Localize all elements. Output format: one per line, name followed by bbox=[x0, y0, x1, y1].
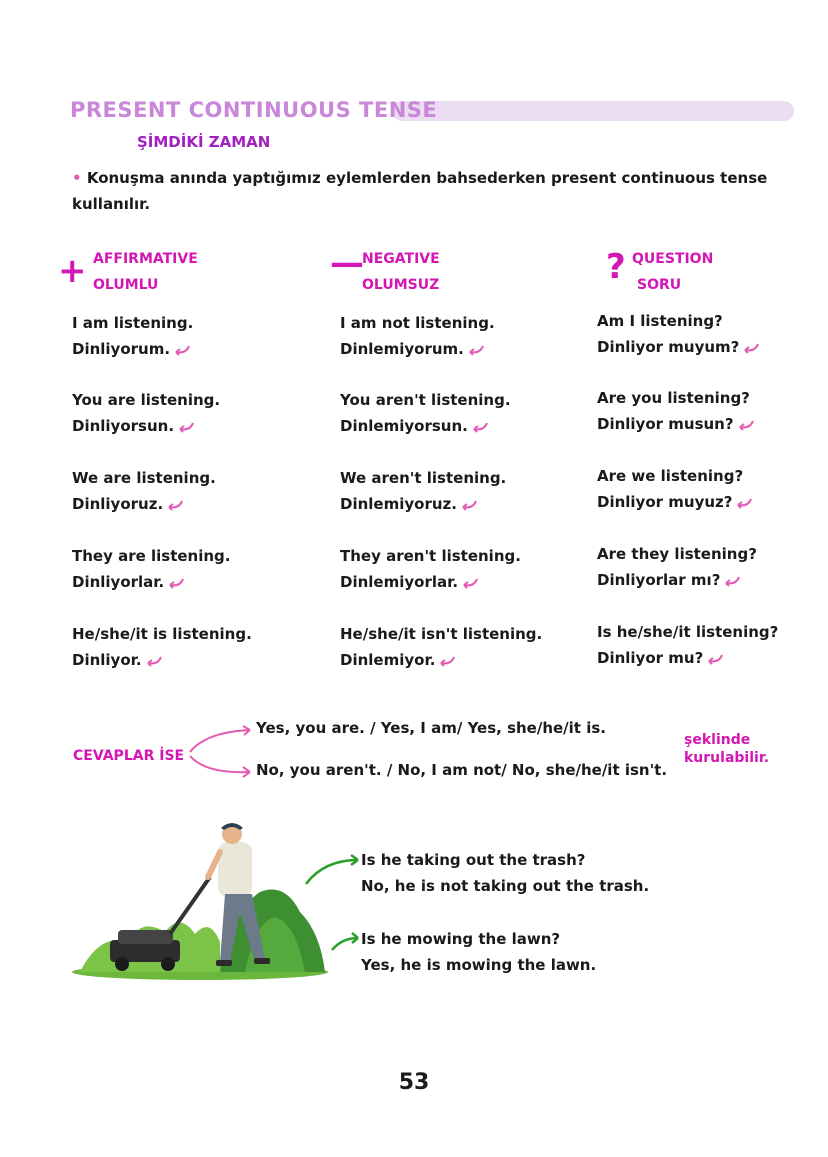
example-tr: Dinliyor muyuz? bbox=[597, 493, 733, 511]
page-subtitle: ŞİMDİKİ ZAMAN bbox=[137, 133, 271, 151]
example-item bbox=[340, 543, 521, 595]
example-en: They aren't listening. bbox=[340, 547, 521, 565]
picture-qa-item bbox=[361, 847, 649, 899]
example-tr: Dinlemiyor. bbox=[340, 651, 436, 669]
pink-curved-arrow-icon bbox=[165, 498, 185, 512]
example-item bbox=[597, 308, 761, 360]
heading-en: AFFIRMATIVE bbox=[93, 251, 198, 267]
example-item bbox=[72, 621, 252, 673]
question-mark-icon: ? bbox=[606, 247, 626, 287]
pink-curved-arrow-icon bbox=[172, 343, 192, 357]
intro-paragraph bbox=[72, 165, 772, 217]
example-item bbox=[72, 310, 193, 362]
example-item bbox=[597, 541, 757, 593]
page-title: PRESENT CONTINUOUS TENSE bbox=[70, 98, 438, 122]
example-en: We aren't listening. bbox=[340, 469, 507, 487]
example-tr: Dinliyorum. bbox=[72, 340, 171, 358]
example-tr: Dinlemiyorsun. bbox=[340, 417, 468, 435]
answers-branch-arrows-icon bbox=[186, 722, 256, 782]
pink-curved-arrow-icon bbox=[166, 576, 186, 590]
example-en: He/she/it isn't listening. bbox=[340, 625, 543, 643]
example-item bbox=[340, 387, 511, 439]
answers-suffix bbox=[684, 731, 769, 767]
example-tr: Dinliyor musun? bbox=[597, 415, 734, 433]
example-en: Are we listening? bbox=[597, 467, 744, 485]
green-arrow-icon bbox=[304, 852, 364, 888]
answers-yes: Yes, you are. / Yes, I am/ Yes, she/he/it is. bbox=[256, 719, 606, 737]
example-item bbox=[340, 621, 542, 673]
title-highlight-bar bbox=[392, 101, 794, 121]
bullet-icon: • bbox=[72, 169, 82, 187]
example-en: He/she/it is listening. bbox=[72, 625, 252, 643]
example-item bbox=[72, 465, 216, 517]
example-en: Am I listening? bbox=[597, 312, 723, 330]
example-tr: Dinliyoruz. bbox=[72, 495, 164, 513]
pink-curved-arrow-icon bbox=[460, 576, 480, 590]
picture-answer: Yes, he is mowing the lawn. bbox=[361, 956, 597, 974]
answers-label: CEVAPLAR İSE bbox=[73, 748, 185, 764]
pink-curved-arrow-icon bbox=[741, 341, 761, 355]
pink-curved-arrow-icon bbox=[705, 652, 725, 666]
negative-heading bbox=[362, 246, 440, 298]
example-item bbox=[340, 310, 495, 362]
pink-curved-arrow-icon bbox=[470, 420, 490, 434]
picture-question: Is he taking out the trash? bbox=[361, 851, 586, 869]
example-item bbox=[597, 619, 778, 671]
heading-en: QUESTION bbox=[632, 251, 714, 267]
pink-curved-arrow-icon bbox=[176, 420, 196, 434]
question-heading bbox=[632, 246, 713, 298]
pink-curved-arrow-icon bbox=[144, 654, 164, 668]
picture-question: Is he mowing the lawn? bbox=[361, 930, 561, 948]
example-tr: Dinlemiyorlar. bbox=[340, 573, 459, 591]
example-en: Are you listening? bbox=[597, 389, 750, 407]
heading-tr: OLUMSUZ bbox=[362, 277, 440, 293]
example-en: I am listening. bbox=[72, 314, 194, 332]
suffix-line-2: kurulabilir. bbox=[684, 750, 770, 766]
example-item bbox=[597, 385, 756, 437]
intro-text: Konuşma anında yaptığımız eylemlerden bahsederken present continuous tense kullanılır. bbox=[72, 169, 768, 213]
example-en: Is he/she/it listening? bbox=[597, 623, 779, 641]
example-tr: Dinliyor mu? bbox=[597, 649, 704, 667]
green-arrow-icon bbox=[330, 930, 364, 954]
heading-tr: OLUMLU bbox=[93, 277, 159, 293]
example-tr: Dinliyor. bbox=[72, 651, 142, 669]
example-tr: Dinlemiyoruz. bbox=[340, 495, 457, 513]
example-item bbox=[72, 387, 220, 439]
example-en: They are listening. bbox=[72, 547, 231, 565]
example-en: You are listening. bbox=[72, 391, 221, 409]
example-item bbox=[340, 465, 506, 517]
affirmative-heading bbox=[93, 246, 198, 298]
pink-curved-arrow-icon bbox=[437, 654, 457, 668]
example-tr: Dinlemiyorum. bbox=[340, 340, 464, 358]
example-en: We are listening. bbox=[72, 469, 216, 487]
suffix-line-1: şeklinde bbox=[684, 732, 751, 748]
plus-icon: + bbox=[58, 251, 87, 291]
pink-curved-arrow-icon bbox=[736, 418, 756, 432]
picture-answer: No, he is not taking out the trash. bbox=[361, 877, 650, 895]
example-tr: Dinliyorsun. bbox=[72, 417, 175, 435]
pink-curved-arrow-icon bbox=[459, 498, 479, 512]
pink-curved-arrow-icon bbox=[734, 496, 754, 510]
example-tr: Dinliyorlar. bbox=[72, 573, 165, 591]
example-item bbox=[597, 463, 754, 515]
page-number: 53 bbox=[398, 1070, 430, 1095]
example-en: Are they listening? bbox=[597, 545, 757, 563]
pink-curved-arrow-icon bbox=[722, 574, 742, 588]
example-en: I am not listening. bbox=[340, 314, 495, 332]
answers-no: No, you aren't. / No, I am not/ No, she/he/it isn't. bbox=[256, 761, 668, 779]
example-item bbox=[72, 543, 231, 595]
heading-en: NEGATIVE bbox=[362, 251, 440, 267]
example-tr: Dinliyor muyum? bbox=[597, 338, 740, 356]
lawn-mower-man-illustration bbox=[70, 822, 330, 982]
picture-qa-item bbox=[361, 926, 596, 978]
pink-curved-arrow-icon bbox=[466, 343, 486, 357]
heading-tr: SORU bbox=[637, 277, 682, 293]
example-tr: Dinliyorlar mı? bbox=[597, 571, 721, 589]
example-en: You aren't listening. bbox=[340, 391, 511, 409]
minus-icon: — bbox=[330, 243, 364, 283]
